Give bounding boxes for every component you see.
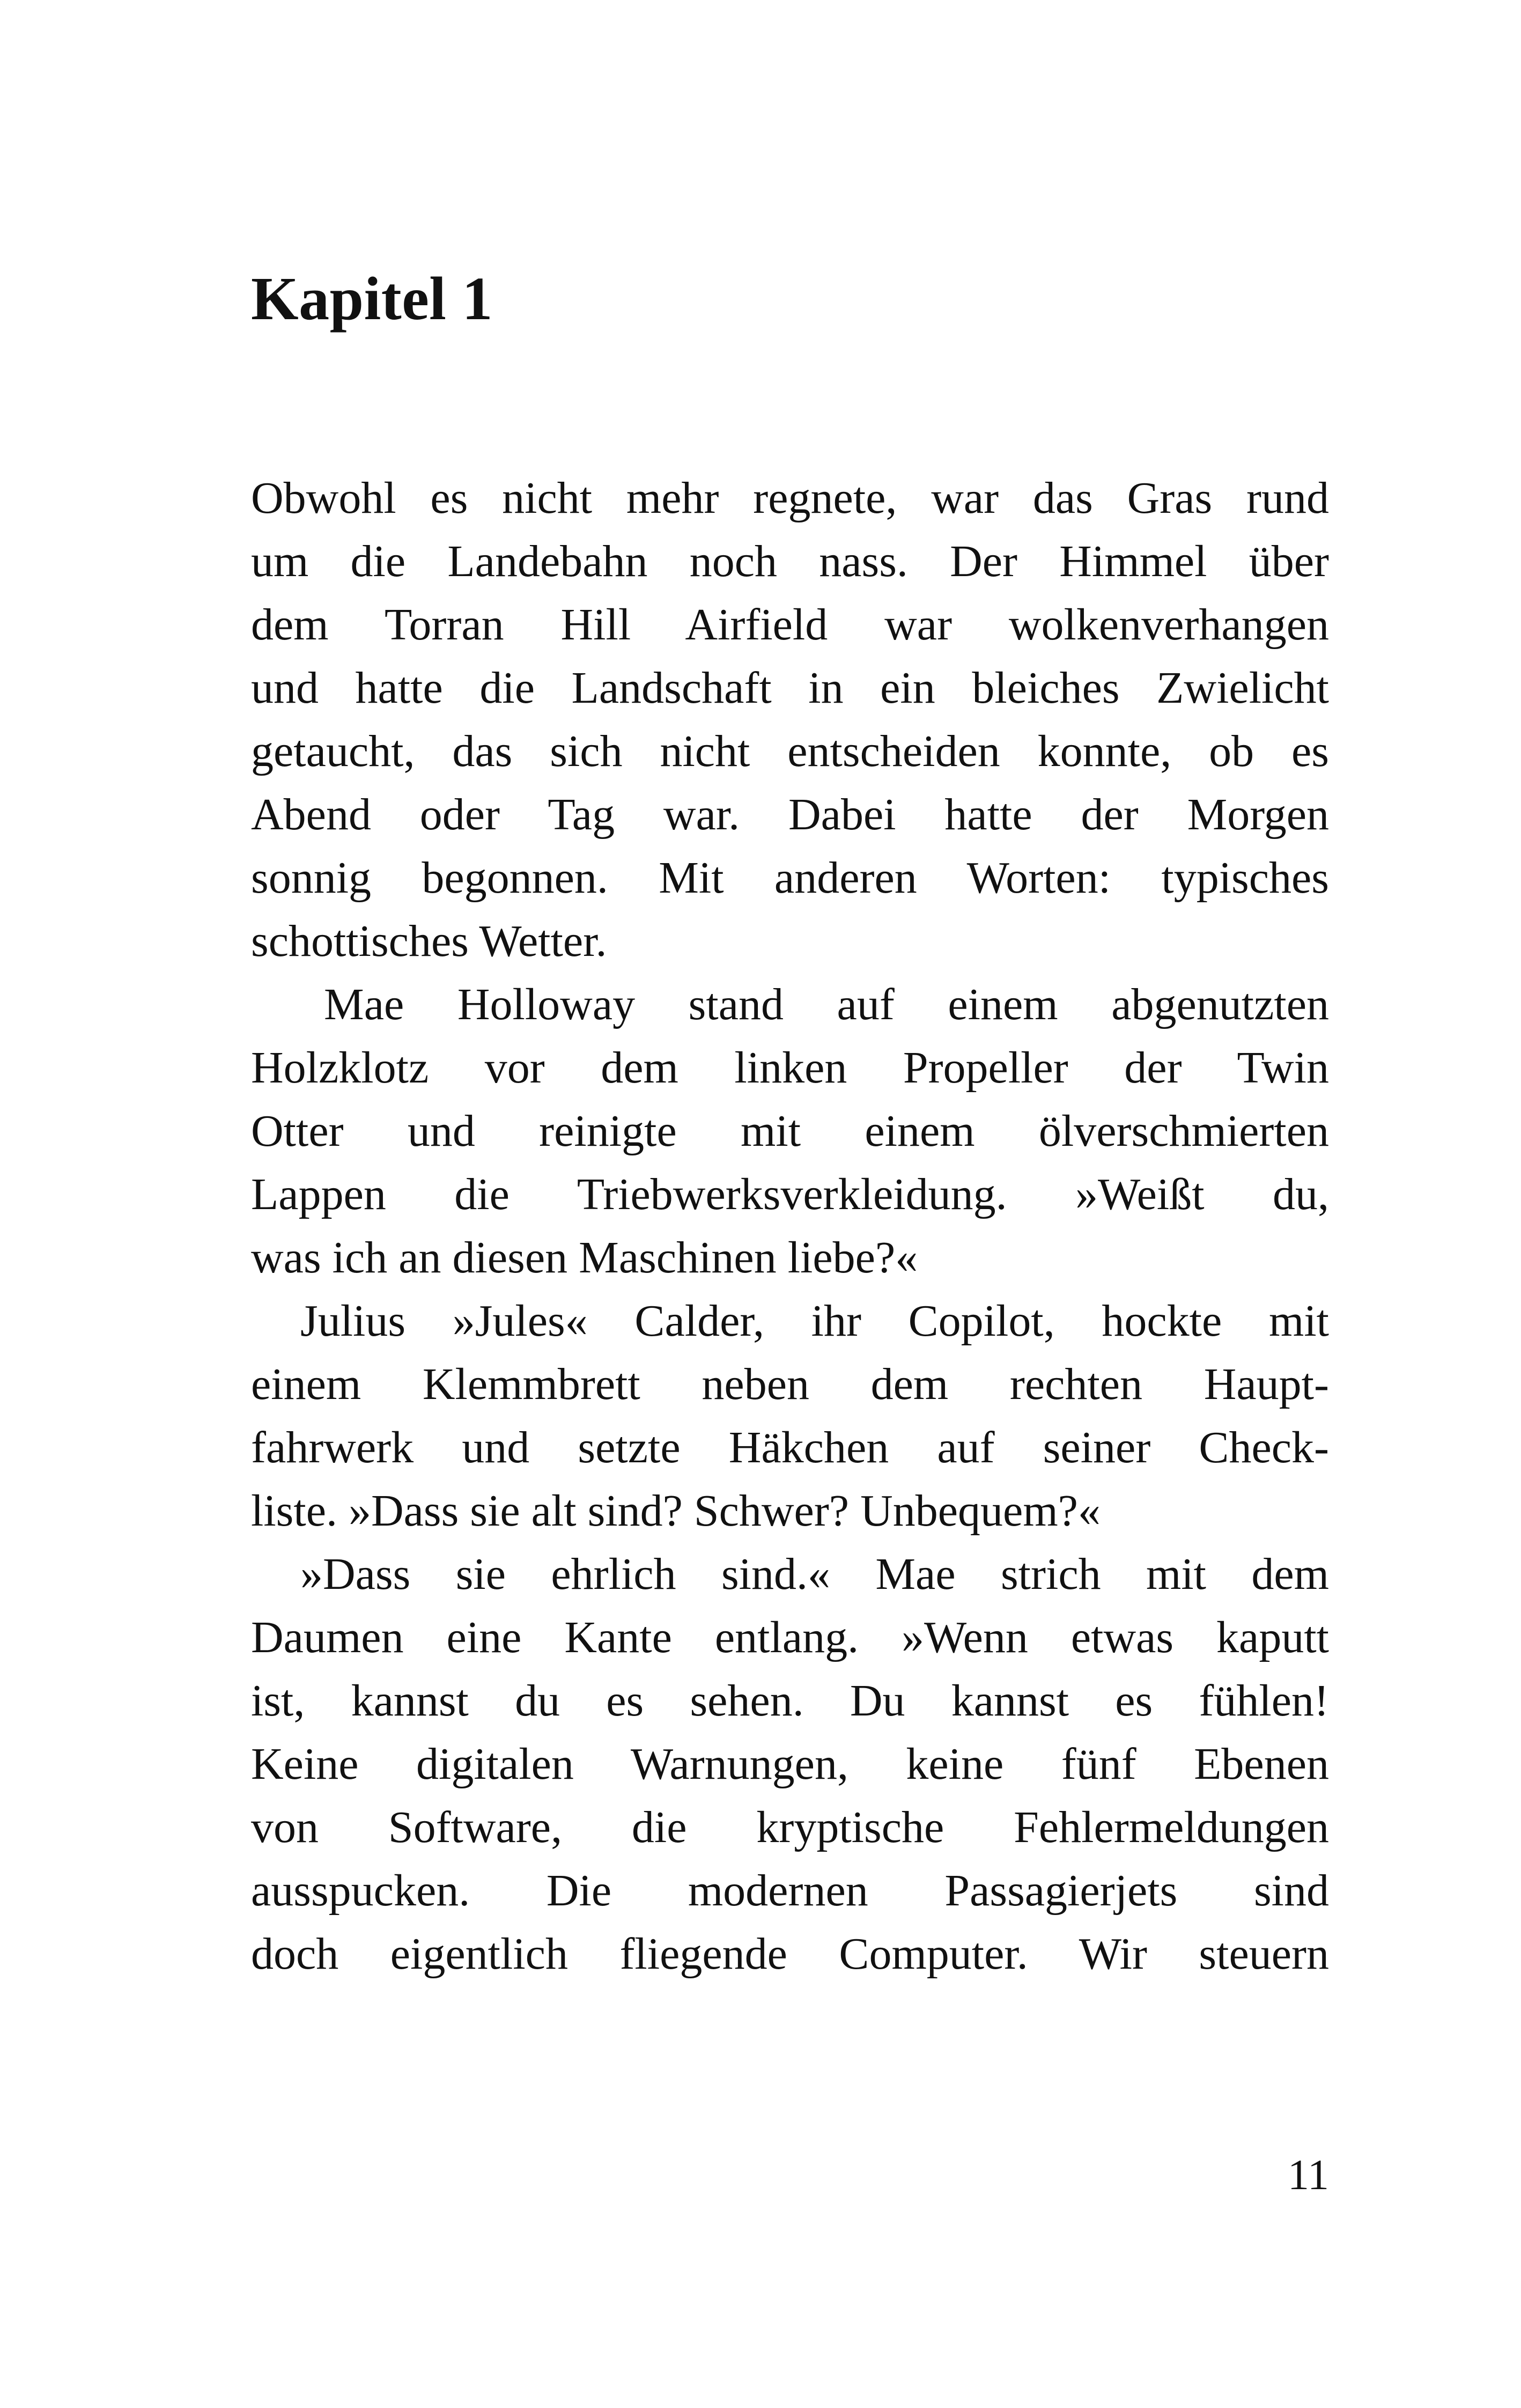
text-line: Mae Holloway stand auf einem abgenutzten: [324, 980, 1329, 1029]
body-text: [251, 467, 1329, 1986]
text-line: von Software, die kryptische Fehlermeldungen: [251, 1802, 1329, 1852]
text-line: liste. »Dass sie alt sind? Schwer? Unbequem?«: [251, 1486, 1101, 1536]
text-line: »Dass sie ehrlich sind.« Mae strich mit dem: [300, 1549, 1329, 1599]
chapter-title: Kapitel 1: [251, 264, 493, 333]
text-line: Keine digitalen Warnungen, keine fünf Ebenen: [251, 1739, 1329, 1789]
text-line: dem Torran Hill Airfield war wolkenverhangen: [251, 600, 1329, 650]
text-line: Lappen die Triebwerksverkleidung. »Weißt du,: [251, 1169, 1329, 1219]
text-line: Daumen eine Kante entlang. »Wenn etwas kaputt: [251, 1612, 1329, 1662]
text-line: einem Klemmbrett neben dem rechten Haupt-: [251, 1359, 1329, 1409]
text-line: ist, kannst du es sehen. Du kannst es fühlen!: [251, 1676, 1329, 1726]
text-line: sonnig begonnen. Mit anderen Worten: typisches: [251, 853, 1329, 903]
text-line: doch eigentlich fliegende Computer. Wir steuern: [251, 1929, 1329, 1979]
text-line: ausspucken. Die modernen Passagierjets sind: [251, 1866, 1329, 1916]
text-line: Otter und reinigte mit einem ölverschmierten: [251, 1106, 1329, 1156]
text-line: Julius »Jules« Calder, ihr Copilot, hockte mit: [300, 1296, 1329, 1346]
page-number: 11: [1287, 2152, 1329, 2199]
text-line: schottisches Wetter.: [251, 916, 607, 966]
text-line: fahrwerk und setzte Häkchen auf seiner Check-: [251, 1423, 1329, 1472]
text-line: und hatte die Landschaft in ein bleiches Zwielicht: [251, 663, 1329, 713]
text-line: um die Landebahn noch nass. Der Himmel über: [251, 536, 1329, 586]
text-line: Abend oder Tag war. Dabei hatte der Morgen: [251, 790, 1329, 840]
text-line: Obwohl es nicht mehr regnete, war das Gras rund: [251, 473, 1329, 523]
text-line: getaucht, das sich nicht entscheiden konnte, ob es: [251, 726, 1329, 776]
text-line: Holzklotz vor dem linken Propeller der Twin: [251, 1043, 1329, 1093]
text-line: was ich an diesen Maschinen liebe?«: [251, 1233, 918, 1283]
